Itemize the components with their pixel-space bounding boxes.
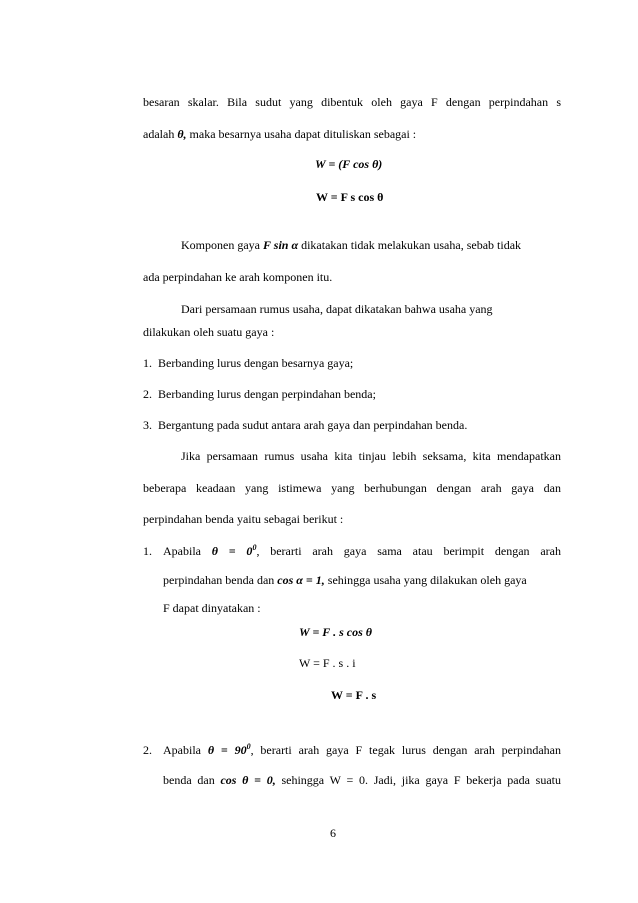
list-item-line: F dapat dinyatakan : — [163, 601, 261, 615]
text-run: Apabila — [163, 544, 212, 558]
list-number: 2. — [143, 387, 152, 401]
list-item-line — [163, 573, 527, 587]
list-text: Berbanding lurus dengan besarnya gaya; — [158, 356, 354, 370]
paragraph-line: Jika persamaan rumus usaha kita tinjau lebih seksama, kita mendapatkan — [181, 449, 561, 463]
text-run: Komponen gaya — [181, 238, 263, 252]
symbol-expression: F sin α — [262, 238, 299, 252]
text-run: benda dan — [163, 773, 221, 787]
symbol-expression: cos θ = 0, — [220, 773, 276, 787]
text-run: θ = 90 — [207, 743, 247, 757]
text-run: perpindahan benda dan — [163, 573, 278, 587]
list-number: 3. — [143, 418, 152, 432]
text-run: maka besarnya usaha dapat dituliskan sebagai : — [186, 127, 417, 141]
list-number: 2. — [143, 743, 152, 757]
paragraph-line: dilakukan oleh suatu gaya : — [143, 325, 275, 339]
paragraph-line — [181, 238, 521, 252]
text-run: sehingga W = 0. Jadi, jika gaya F bekerja pada suatu — [275, 773, 562, 787]
symbol-expression — [208, 743, 251, 757]
paragraph-line: beberapa keadaan yang istimewa yang berhubungan dengan arah gaya dan — [143, 481, 561, 495]
superscript: 0 — [246, 742, 251, 751]
paragraph-line: Dari persamaan rumus usaha, dapat dikatakan bahwa usaha yang — [181, 302, 493, 316]
list-item-line — [163, 743, 561, 757]
list-number: 1. — [143, 544, 152, 558]
equation: W = F . s . i — [299, 656, 356, 670]
list-text: Berbanding lurus dengan perpindahan benda; — [158, 387, 376, 401]
list-item — [143, 418, 467, 432]
page-number: 6 — [330, 826, 336, 840]
symbol-expression — [212, 544, 257, 558]
list-item-line — [163, 544, 561, 558]
text-run: Apabila — [163, 743, 208, 757]
text-run: adalah — [143, 127, 178, 141]
equation: W = F . s cos θ — [299, 625, 372, 639]
paragraph-line: ada perpindahan ke arah komponen itu. — [143, 270, 333, 284]
list-item — [143, 356, 353, 370]
paragraph-line — [143, 127, 416, 141]
paragraph-line: besaran skalar. Bila sudut yang dibentuk oleh gaya F dengan perpindahan s — [143, 95, 561, 109]
equation: W = (F cos θ) — [315, 157, 383, 171]
paragraph-line: perpindahan benda yaitu sebagai berikut : — [143, 512, 344, 526]
superscript: 0 — [252, 543, 257, 552]
equation: W = F . s — [331, 688, 377, 702]
text-run: sehingga usaha yang dilakukan oleh gaya — [324, 573, 527, 587]
text-run: dikatakan tidak melakukan usaha, sebab tidak — [298, 238, 522, 252]
equation: W = F s cos θ — [316, 190, 384, 204]
symbol-theta: θ, — [177, 127, 187, 141]
text-run: , berarti arah gaya F tegak lurus dengan arah perpindahan — [250, 743, 561, 757]
list-item-line — [163, 773, 561, 787]
list-number: 1. — [143, 356, 152, 370]
text-run: θ = 0 — [211, 544, 253, 558]
text-run: , berarti arah gaya sama atau berimpit dengan arah — [256, 544, 561, 558]
list-item — [143, 387, 376, 401]
list-text: Bergantung pada sudut antara arah gaya dan perpindahan benda. — [158, 418, 468, 432]
symbol-expression: cos α = 1, — [277, 573, 325, 587]
